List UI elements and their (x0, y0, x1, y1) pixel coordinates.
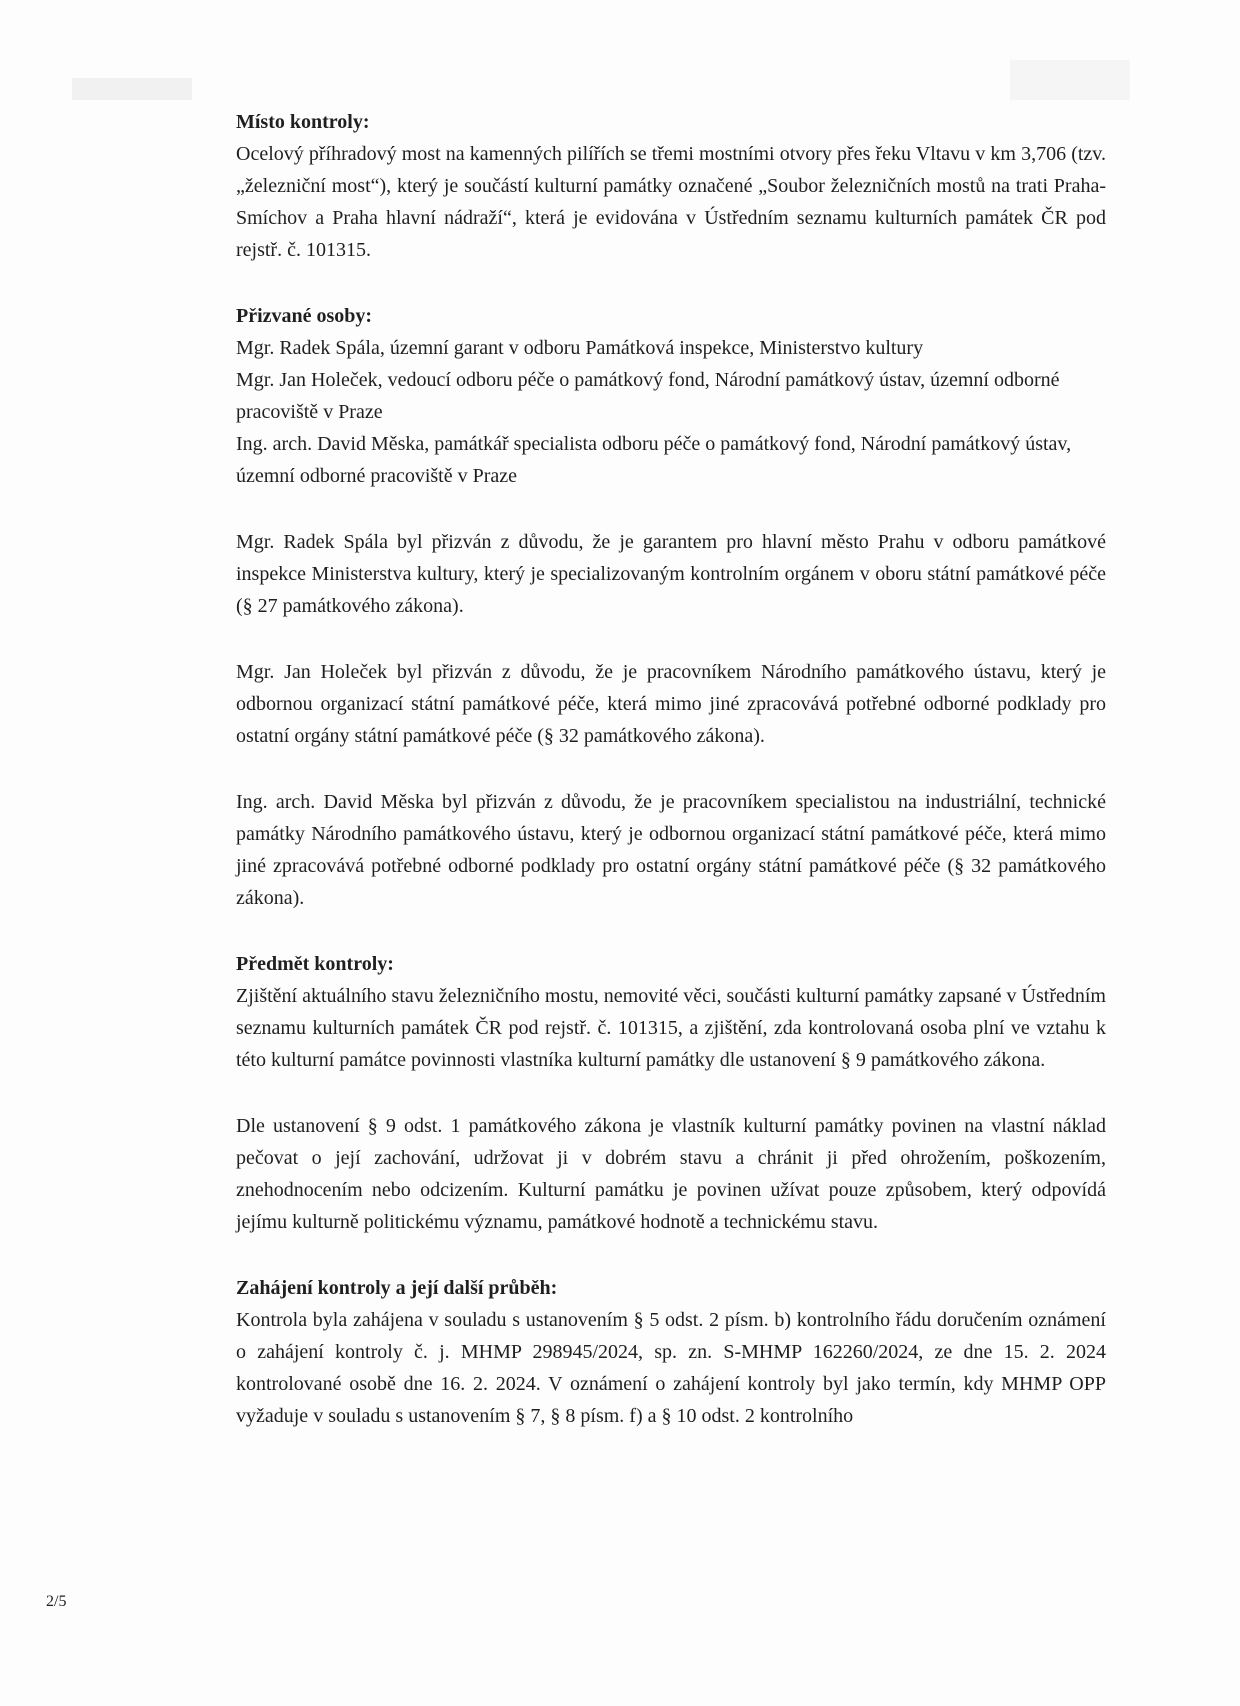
section-heading: Přizvané osoby: (236, 305, 373, 327)
section-heading: Zahájení kontroly a její další průběh: (236, 1277, 558, 1299)
section-paragraph: Ing. arch. David Měska byl přizván z důvodu, že je pracovníkem specialistou na industriální, technické památky Národního památkového ústavu, který je odbornou organizací státní památkové péče, která mimo jiné zpracovává potřebné odborné podklady pro ostatní orgány státní památkové péče (§ 32 památkového zákona). (236, 791, 1106, 909)
section-misto-kontroly (236, 106, 1106, 266)
person-entry: Ing. arch. David Měska, památkář specialista odboru péče o památkový fond, Národní památkový ústav, územní odborné pracoviště v Praze (236, 433, 1072, 487)
section-paragraph: Zjištění aktuálního stavu železničního mostu, nemovité věci, součásti kulturní památky zapsané v Ústředním seznamu kulturních památek ČR pod rejstř. č. 101315, a zjištění, zda kontrolovaná osoba plní ve vztahu k této kulturní památce povinnosti vlastníka kulturní památky dle ustanovení § 9 památkového zákona. (236, 985, 1106, 1071)
section-heading: Předmět kontroly: (236, 953, 394, 975)
scan-artifact (1010, 60, 1130, 100)
document-body (236, 106, 1106, 1466)
person-entry: Mgr. Jan Holeček, vedoucí odboru péče o památkový fond, Národní památkový ústav, územní odborné pracoviště v Praze (236, 369, 1060, 423)
section-duvod-holecek (236, 656, 1106, 752)
section-prizvane-osoby (236, 300, 1106, 492)
page-number: 2/5 (46, 1593, 67, 1610)
section-paragraph: Mgr. Radek Spála byl přizván z důvodu, že je garantem pro hlavní město Prahu v odboru památkové inspekce Ministerstva kultury, který je specializovaným kontrolním orgánem v oboru státní památkové péče (§ 27 památkového zákona). (236, 531, 1106, 617)
section-duvod-spala (236, 526, 1106, 622)
section-predmet-kontroly (236, 948, 1106, 1076)
section-paragraph: Mgr. Jan Holeček byl přizván z důvodu, že je pracovníkem Národního památkového ústavu, který je odbornou organizací státní památkové péče, která mimo jiné zpracovává potřebné odborné podklady pro ostatní orgány státní památkové péče (§ 32 památkového zákona). (236, 661, 1106, 747)
section-ustanoveni (236, 1110, 1106, 1238)
section-heading: Místo kontroly: (236, 111, 370, 133)
section-duvod-meska (236, 786, 1106, 914)
section-paragraph: Dle ustanovení § 9 odst. 1 památkového zákona je vlastník kulturní památky povinen na vlastní náklad pečovat o její zachování, udržovat ji v dobrém stavu a chránit ji před ohrožením, poškozením, znehodnocením nebo odcizením. Kulturní památku je povinen užívat pouze způsobem, který odpovídá jejímu kulturně politickému významu, památkové hodnotě a technickému stavu. (236, 1115, 1106, 1233)
person-entry: Mgr. Radek Spála, územní garant v odboru Památková inspekce, Ministerstvo kultury (236, 337, 924, 359)
section-zahajeni-kontroly (236, 1272, 1106, 1432)
section-paragraph: Ocelový příhradový most na kamenných pilířích se třemi mostními otvory přes řeku Vltavu v km 3,706 (tzv. „železniční most“), který je součástí kulturní památky označené „Soubor železničních mostů na trati Praha-Smíchov a Praha hlavní nádraží“, která je evidována v Ústředním seznamu kulturních památek ČR pod rejstř. č. 101315. (236, 143, 1106, 261)
scan-artifact (72, 78, 192, 100)
section-paragraph: Kontrola byla zahájena v souladu s ustanovením § 5 odst. 2 písm. b) kontrolního řádu doručením oznámení o zahájení kontroly č. j. MHMP 298945/2024, sp. zn. S-MHMP 162260/2024, ze dne 15. 2. 2024 kontrolované osobě dne 16. 2. 2024. V oznámení o zahájení kontroly byl jako termín, kdy MHMP OPP vyžaduje v souladu s ustanovením § 7, § 8 písm. f) a § 10 odst. 2 kontrolního (236, 1309, 1106, 1427)
